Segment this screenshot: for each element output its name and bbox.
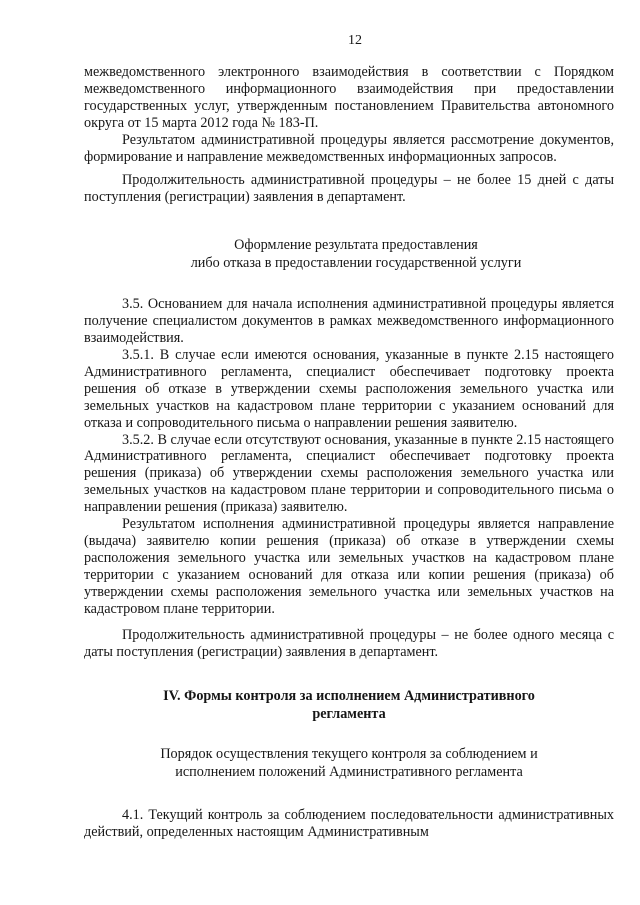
- paragraph-3-5: 3.5. Основанием для начала исполнения административной процедуры является получение специалистом документов в рамках межведомственного информационного взаимодействия.: [84, 296, 614, 347]
- section-title-line-1: Оформление результата предоставления: [234, 237, 478, 254]
- chapter-title-line-2: регламента: [312, 706, 386, 723]
- subsection-title-line-1: Порядок осуществления текущего контроля за соблюдением и: [160, 746, 538, 763]
- subsection-title-line-2: исполнением положений Административного регламента: [175, 764, 523, 781]
- subsection-title-current-control: [84, 745, 614, 781]
- chapter-title-iv: [84, 687, 614, 723]
- paragraph-procedure-result: Результатом административной процедуры является рассмотрение документов, формирование и направление межведомственных информационных запросов.: [84, 131, 614, 165]
- paragraph-procedure-duration: Продолжительность административной процедуры – не более 15 дней с даты поступления (регистрации) заявления в департамент.: [84, 172, 614, 206]
- paragraph-interagency-procedure: межведомственного электронного взаимодействия в соответствии с Порядком межведомственного информационного взаимодействия при предоставлении государственных услуг, утвержденным постановлением Правительства автономного округа от 15 марта 2012 года № 183-П.: [84, 64, 614, 131]
- section-title-line-2: либо отказа в предоставлении государственной услуги: [190, 255, 522, 272]
- paragraph-procedure-outcome: Результатом исполнения административной процедуры является направление (выдача) заявителю копии решения (приказа) об отказе в утверждении схемы расположения земельного участка или земельных участков на кадастровом плане территории с указанием оснований для отказа или копии решения (приказа) об утверждении схемы расположения земельного участка или земельных участков на кадастровом плане территории.: [84, 516, 614, 617]
- chapter-title-line-1: IV. Формы контроля за исполнением Административного: [163, 688, 535, 705]
- paragraph-3-5-1: 3.5.1. В случае если имеются основания, указанные в пункте 2.15 настоящего Административного регламента, специалист обеспечивает подготовку проекта решения об отказе в утверждении схемы расположения земельного участка или земельных участков на кадастровом плане территории с указанием оснований для отказа и сопроводительного письма о направлении решения заявителю.: [84, 346, 614, 431]
- paragraph-4-1: 4.1. Текущий контроль за соблюдением последовательности административных действий, определенных настоящим Административным: [84, 807, 614, 841]
- paragraph-3-5-2: 3.5.2. В случае если отсутствуют основания, указанные в пункте 2.15 настоящего Административного регламента, специалист обеспечивает подготовку проекта решения (приказа) об утверждении схемы расположения земельного участка или земельных участков на кадастровом плане территории и сопроводительного письма о направлении решения (приказа) заявителю.: [84, 431, 614, 516]
- section-title-result-formation: [98, 236, 614, 272]
- document-page: [84, 32, 614, 841]
- paragraph-procedure-period: Продолжительность административной процедуры – не более одного месяца с даты поступления (регистрации) заявления в департамент.: [84, 627, 614, 661]
- page-number: 12: [348, 33, 362, 48]
